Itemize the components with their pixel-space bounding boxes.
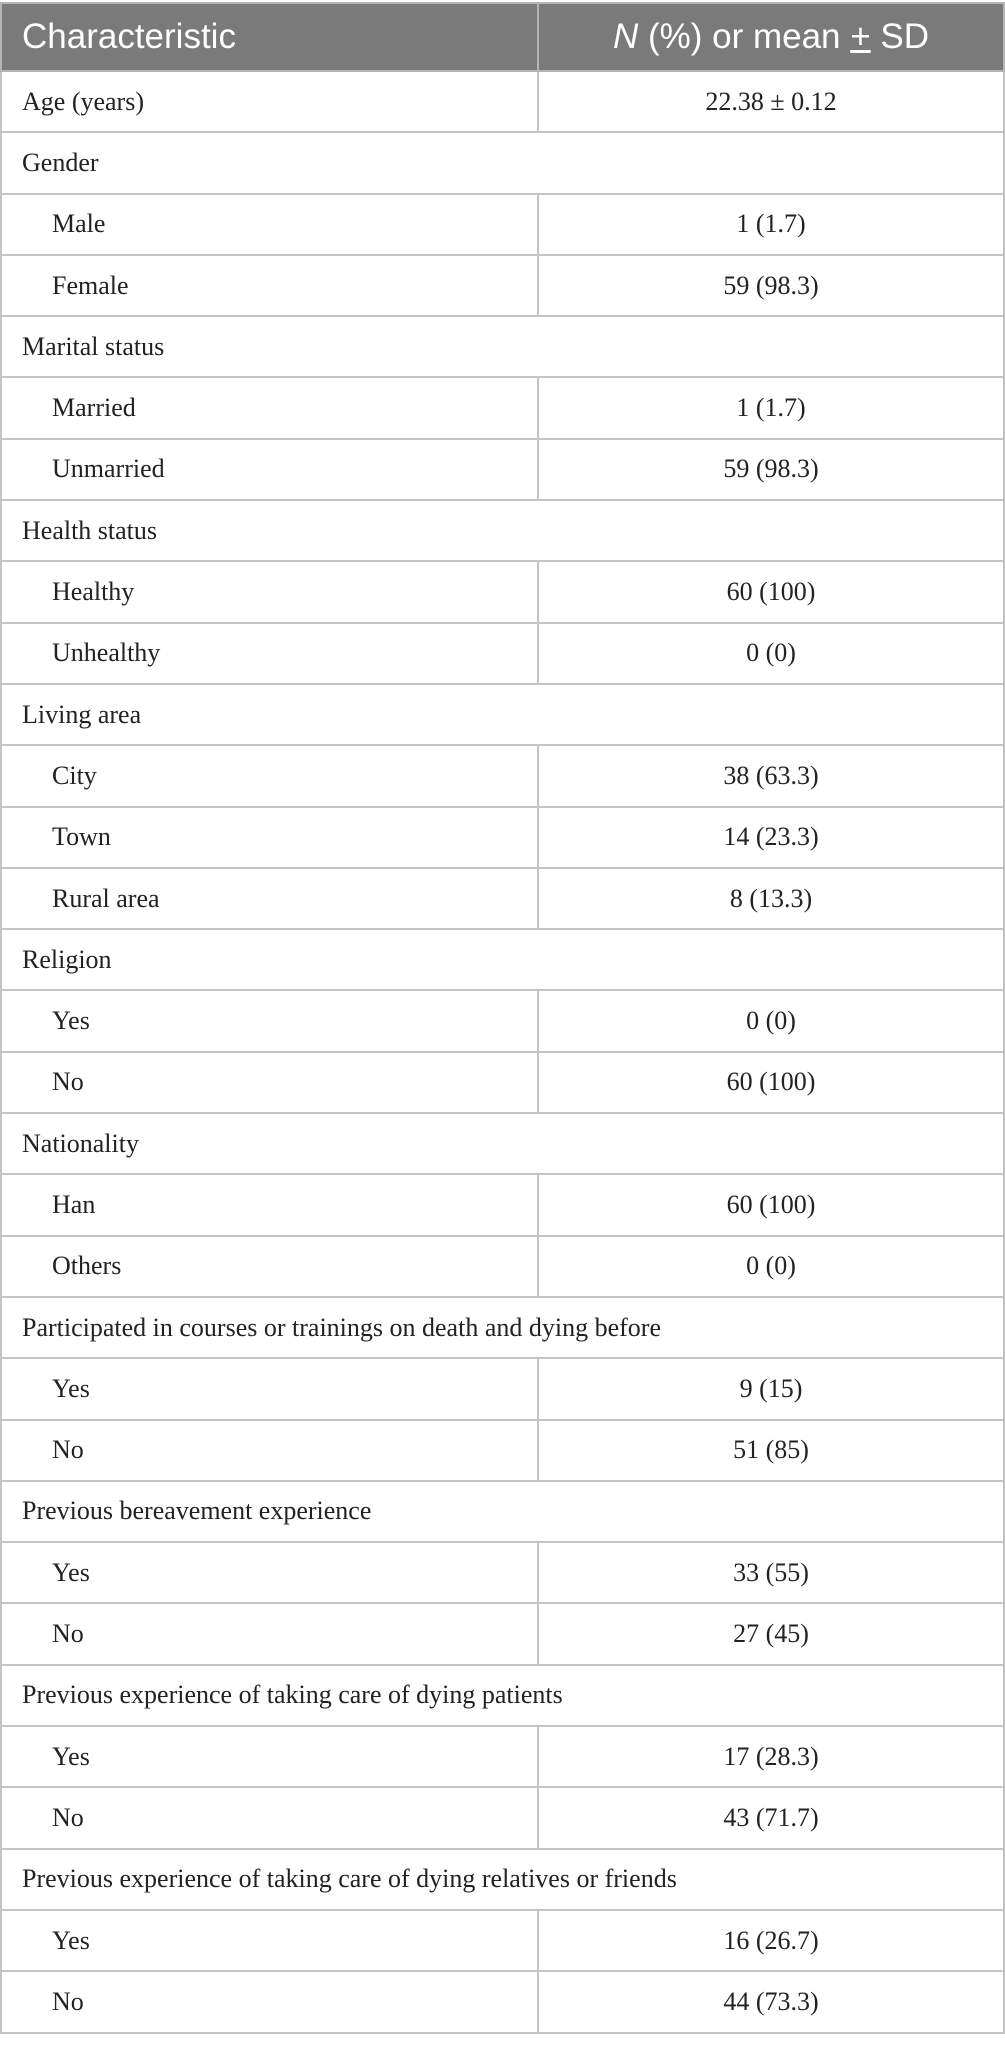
table-row xyxy=(1,1420,1004,1481)
table-row xyxy=(1,1236,1004,1297)
table-group-row xyxy=(1,929,1004,990)
row-label: Yes xyxy=(1,1358,538,1419)
table-row xyxy=(1,561,1004,622)
group-label: Previous bereavement experience xyxy=(1,1481,1004,1542)
group-label: Marital status xyxy=(1,316,1004,377)
row-value: 27 (45) xyxy=(538,1603,1004,1664)
row-label: No xyxy=(1,1787,538,1848)
header-characteristic: Characteristic xyxy=(1,3,538,71)
row-value: 38 (63.3) xyxy=(538,745,1004,806)
table-group-row xyxy=(1,1113,1004,1174)
row-label: Others xyxy=(1,1236,538,1297)
row-label: Yes xyxy=(1,1910,538,1971)
row-label: Han xyxy=(1,1174,538,1235)
row-value: 59 (98.3) xyxy=(538,439,1004,500)
table-row xyxy=(1,1971,1004,2032)
header-row xyxy=(1,3,1004,71)
row-value: 14 (23.3) xyxy=(538,807,1004,868)
row-label: Healthy xyxy=(1,561,538,622)
row-value: 33 (55) xyxy=(538,1542,1004,1603)
table-row xyxy=(1,1052,1004,1113)
row-label: No xyxy=(1,1052,538,1113)
row-label: Male xyxy=(1,194,538,255)
table-row xyxy=(1,377,1004,438)
group-label: Gender xyxy=(1,132,1004,193)
row-value: 0 (0) xyxy=(538,623,1004,684)
row-value: 60 (100) xyxy=(538,1052,1004,1113)
row-value: 8 (13.3) xyxy=(538,868,1004,929)
group-label: Religion xyxy=(1,929,1004,990)
table-row xyxy=(1,1603,1004,1664)
table-group-row xyxy=(1,132,1004,193)
row-label: Unhealthy xyxy=(1,623,538,684)
row-label: Age (years) xyxy=(1,71,538,132)
table-row xyxy=(1,1542,1004,1603)
table-row xyxy=(1,990,1004,1051)
table-group-row xyxy=(1,1297,1004,1358)
table-group-row xyxy=(1,1665,1004,1726)
table-group-row xyxy=(1,316,1004,377)
header-n: N xyxy=(612,17,639,56)
table-row xyxy=(1,1358,1004,1419)
row-value: 59 (98.3) xyxy=(538,255,1004,316)
table-row xyxy=(1,1910,1004,1971)
row-value: 1 (1.7) xyxy=(538,194,1004,255)
table-row xyxy=(1,1726,1004,1787)
row-value: 17 (28.3) xyxy=(538,1726,1004,1787)
row-label: Town xyxy=(1,807,538,868)
group-label: Participated in courses or trainings on death and dying before xyxy=(1,1297,1004,1358)
row-value: 9 (15) xyxy=(538,1358,1004,1419)
table-group-row xyxy=(1,1849,1004,1910)
table-row xyxy=(1,868,1004,929)
row-value: 51 (85) xyxy=(538,1420,1004,1481)
table-row xyxy=(1,623,1004,684)
characteristics-table xyxy=(0,2,1005,2034)
row-label: No xyxy=(1,1971,538,2032)
table-group-row xyxy=(1,684,1004,745)
row-value: 1 (1.7) xyxy=(538,377,1004,438)
table-row xyxy=(1,194,1004,255)
row-label: No xyxy=(1,1420,538,1481)
header-mid: (%) or mean xyxy=(638,17,851,56)
row-value: 60 (100) xyxy=(538,561,1004,622)
table-row xyxy=(1,439,1004,500)
group-label: Previous experience of taking care of dying relatives or friends xyxy=(1,1849,1004,1910)
header-end: SD xyxy=(870,17,930,56)
row-label: Unmarried xyxy=(1,439,538,500)
header-pm: + xyxy=(850,17,871,56)
table-body xyxy=(1,71,1004,2033)
row-value: 0 (0) xyxy=(538,1236,1004,1297)
row-label: Female xyxy=(1,255,538,316)
row-value: 0 (0) xyxy=(538,990,1004,1051)
table-row xyxy=(1,807,1004,868)
table-row xyxy=(1,1787,1004,1848)
row-label: Married xyxy=(1,377,538,438)
row-value: 43 (71.7) xyxy=(538,1787,1004,1848)
table-row xyxy=(1,1174,1004,1235)
row-value: 44 (73.3) xyxy=(538,1971,1004,2032)
row-value: 60 (100) xyxy=(538,1174,1004,1235)
table-row xyxy=(1,71,1004,132)
row-value: 16 (26.7) xyxy=(538,1910,1004,1971)
table-group-row xyxy=(1,500,1004,561)
row-label: Yes xyxy=(1,990,538,1051)
group-label: Living area xyxy=(1,684,1004,745)
row-value: 22.38 ± 0.12 xyxy=(538,71,1004,132)
row-label: City xyxy=(1,745,538,806)
row-label: No xyxy=(1,1603,538,1664)
row-label: Yes xyxy=(1,1542,538,1603)
row-label: Yes xyxy=(1,1726,538,1787)
group-label: Health status xyxy=(1,500,1004,561)
table-row xyxy=(1,745,1004,806)
row-label: Rural area xyxy=(1,868,538,929)
group-label: Previous experience of taking care of dying patients xyxy=(1,1665,1004,1726)
group-label: Nationality xyxy=(1,1113,1004,1174)
header-value xyxy=(538,3,1004,71)
table-group-row xyxy=(1,1481,1004,1542)
table-row xyxy=(1,255,1004,316)
